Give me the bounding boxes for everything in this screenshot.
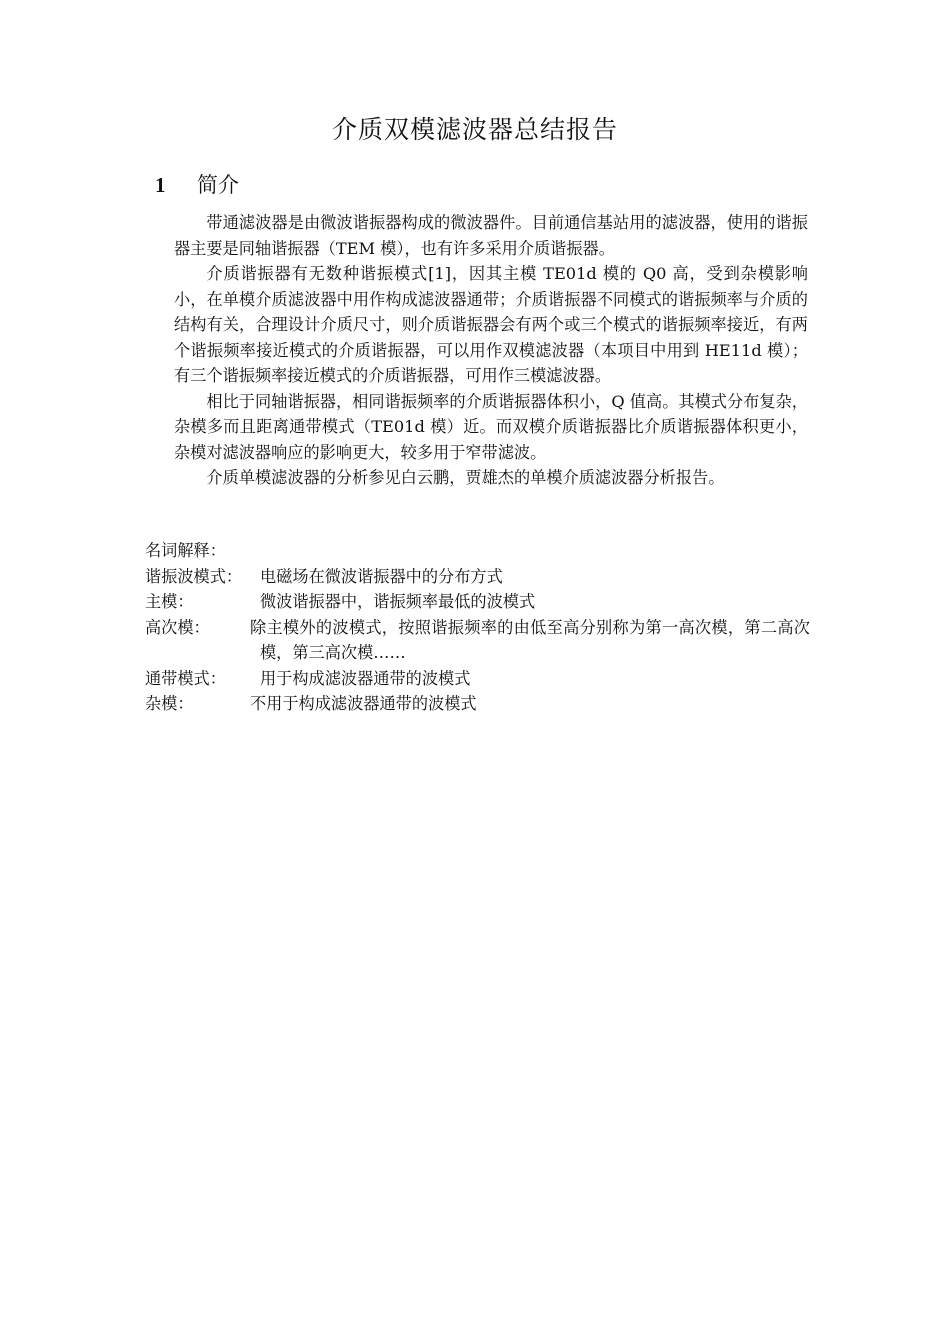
glossary-definition: 用于构成滤波器通带的波模式	[260, 668, 471, 688]
introduction-body	[174, 210, 808, 491]
paragraph: 介质单模滤波器的分析参见白云鹏，贾雄杰的单模介质滤波器分析报告。	[206, 468, 725, 487]
glossary-definition: 不用于构成滤波器通带的波模式	[250, 694, 477, 713]
glossary	[145, 538, 810, 717]
glossary-item	[145, 666, 810, 692]
glossary-term: 谐振波模式：	[145, 566, 243, 586]
glossary-term: 高次模：	[145, 617, 210, 637]
glossary-heading: 名词解释：	[145, 541, 226, 560]
section-number: 1	[155, 173, 166, 197]
glossary-term: 杂模：	[145, 694, 194, 713]
glossary-item	[145, 589, 810, 615]
glossary-term: 通带模式：	[145, 668, 226, 688]
paragraph: 介质谐振器有无数种谐振模式[1]，因其主模 TE01d 模的 Q0 高，受到杂模影响小，在单模介质滤波器中用作构成滤波器通带；介质谐振器不同模式的谐振频率与介质的结构有关，合理设计介质尺寸，则介质谐振器会有两个或三个模式的谐振频率接近，有两个谐振频率接近模式的介质谐振器，可以用作双模滤波器（本项目中用到 HE11d 模）；有三个谐振频率接近模式的介质谐振器，可用作三模滤波器。	[174, 264, 808, 385]
paragraph: 相比于同轴谐振器，相同谐振频率的介质谐振器体积小，Q 值高。其模式分布复杂，杂模多而且距离通带模式（TE01d 模）近。而双模介质谐振器比介质谐振器体积更小，杂模对滤波器响应的影响更大，较多用于窄带滤波。	[174, 391, 808, 462]
section-title: 简介	[197, 173, 239, 197]
glossary-definition: 除主模外的波模式，按照谐振频率的由低至高分别称为第一高次模，第二高次模，第三高次模……	[249, 617, 810, 662]
glossary-item	[145, 615, 810, 666]
glossary-item	[145, 564, 810, 590]
section-heading	[155, 170, 239, 200]
paragraph: 带通滤波器是由微波谐振器构成的微波器件。目前通信基站用的滤波器，使用的谐振器主要是同轴谐振器（TEM 模），也有许多采用介质谐振器。	[174, 213, 808, 258]
glossary-definition: 微波谐振器中，谐振频率最低的波模式	[260, 592, 536, 611]
glossary-term: 主模：	[145, 592, 194, 611]
glossary-item	[145, 691, 810, 717]
document-title: 介质双模滤波器总结报告	[331, 115, 618, 144]
glossary-definition: 电磁场在微波谐振器中的分布方式	[260, 566, 503, 586]
